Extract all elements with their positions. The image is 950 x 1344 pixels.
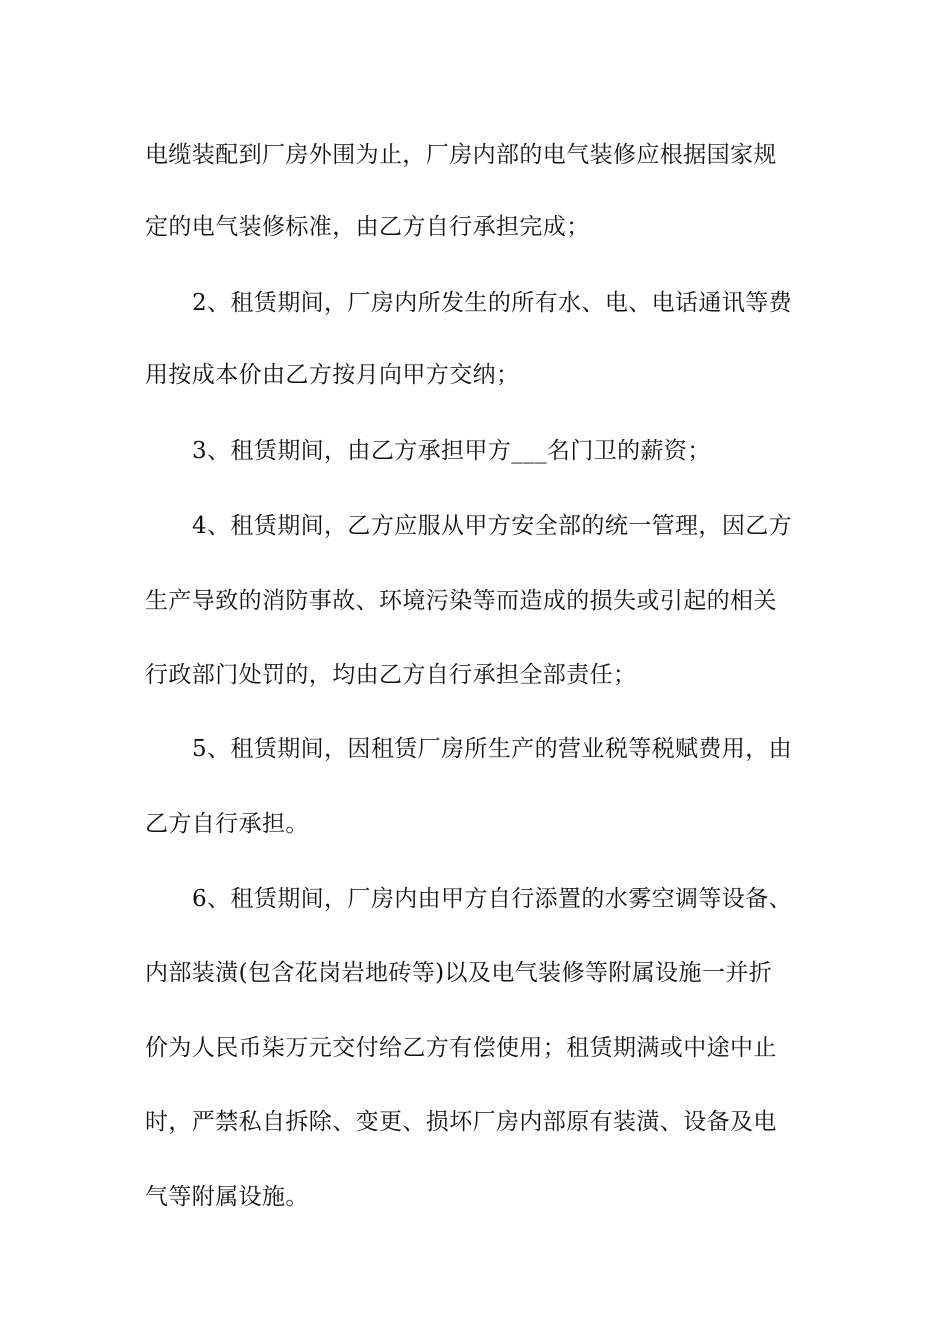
clause-4-line: 4、租赁期间，乙方应服从甲方安全部的统一管理，因乙方 [192,513,793,539]
paragraph-line: 价为人民币柒万元交付给乙方有偿使用；租赁期满或中途中止 [145,1035,777,1061]
paragraph-line: 用按成本价由乙方按月向甲方交纳； [145,362,520,388]
clause-5-line: 5、租赁期间，因租赁厂房所生产的营业税等税赋费用，由 [192,736,793,762]
paragraph-line: 行政部门处罚的，均由乙方自行承担全部责任； [145,662,637,688]
clause-6-line: 6、租赁期间，厂房内由甲方自行添置的水雾空调等设备、 [192,886,793,912]
paragraph-line: 内部装潢(包含花岗岩地砖等)以及电气装修等附属设施一并折 [145,960,773,986]
clause-3-line: 3、租赁期间，由乙方承担甲方___名门卫的薪资； [192,438,711,464]
paragraph-line: 电缆装配到厂房外围为止，厂房内部的电气装修应根据国家规 [145,142,777,168]
paragraph-line: 定的电气装修标准，由乙方自行承担完成； [145,214,590,240]
clause-2-line: 2、租赁期间，厂房内所发生的所有水、电、电话通讯等费 [192,290,793,316]
paragraph-line: 乙方自行承担。 [145,811,309,837]
paragraph-line: 时，严禁私自拆除、变更、损坏厂房内部原有装潢、设备及电 [145,1109,777,1135]
paragraph-line: 气等附属设施。 [145,1184,309,1210]
paragraph-line: 生产导致的消防事故、环境污染等而造成的损失或引起的相关 [145,588,777,614]
